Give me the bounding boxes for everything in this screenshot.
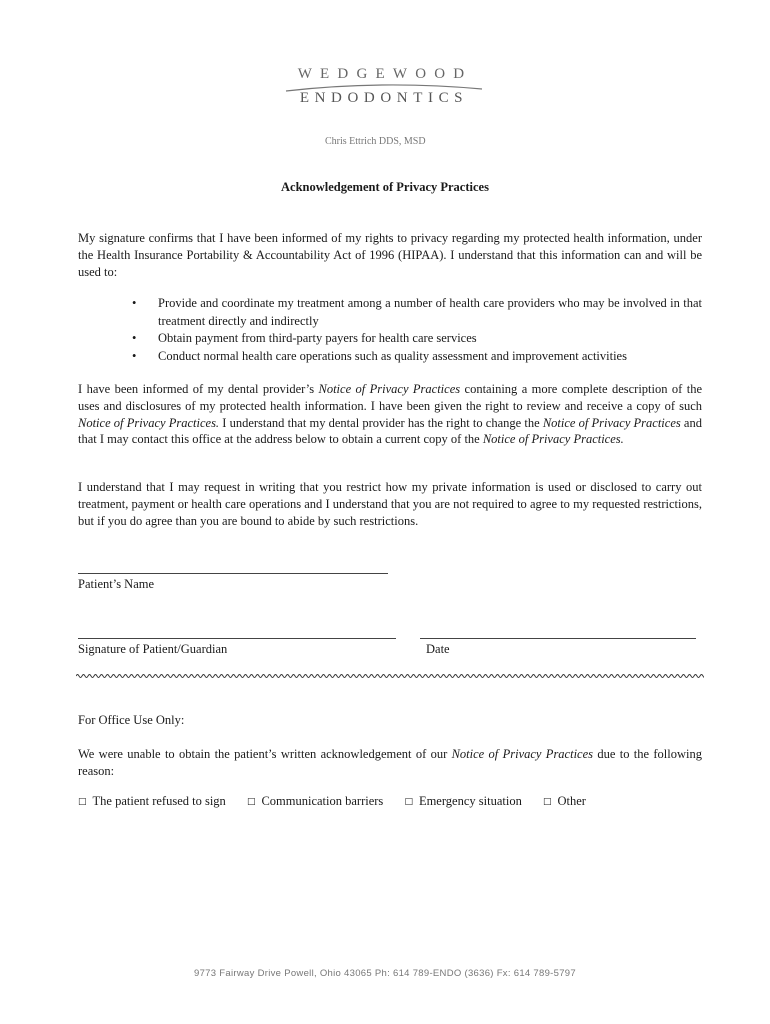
checkbox-icon[interactable]: □ (404, 797, 413, 807)
reason-options (78, 794, 604, 809)
option-communication-barriers[interactable]: □ Communication barriers (246, 794, 384, 808)
checkbox-icon[interactable]: □ (78, 797, 87, 807)
document-title: Acknowledgement of Privacy Practices (281, 180, 489, 194)
intro-paragraph: My signature confirms that I have been informed of my rights to privacy regarding my protected health information, under the Health Insurance Portability & Accountability Act of 1996 (HIPAA). I understand that this information can and will be used to: (78, 231, 702, 279)
list-item: • Obtain payment from third-party payers for health care services (158, 330, 702, 348)
signature-line[interactable] (78, 638, 396, 639)
doctor-name: Chris Ettrich DDS, MSD (325, 136, 426, 147)
office-use-text: We were unable to obtain the patient’s written acknowledgement of our Notice of Privacy Practices due to the following reason: (78, 747, 702, 778)
patient-name-label: Patient’s Name (78, 577, 155, 591)
notice-title: Notice of Privacy Practices. (482, 432, 624, 447)
checkbox-icon[interactable]: □ (246, 797, 256, 807)
wavy-divider (76, 672, 704, 680)
notice-title: Notice of Privacy Practices (542, 415, 681, 430)
notice-title: Notice of Privacy Practices (451, 747, 594, 761)
footer-address: 9773 Fairway Drive Powell, Ohio 43065 Ph: 614 789-ENDO (3636) Fx: 614 789-5797 (194, 968, 576, 979)
logo-wordmark-bottom: ENDODONTICS (299, 90, 469, 106)
patient-name-line[interactable] (78, 573, 388, 574)
usage-list (158, 295, 702, 365)
checkbox-icon[interactable]: □ (542, 797, 552, 807)
restriction-paragraph: I understand that I may request in writing that you restrict how my private information is used or disclosed to carry out treatment, payment or health care operations and I understand that you are not required to agree to my requested restrictions, but if you do agree than you are bound to abide by such restrictions. (78, 480, 702, 528)
option-emergency[interactable]: □ Emergency situation (404, 794, 522, 808)
option-other[interactable]: □ Other (542, 794, 586, 808)
notice-title: Notice of Privacy Practices. (78, 415, 220, 430)
notice-title: Notice of Privacy Practices (318, 382, 461, 396)
list-item: • Conduct normal health care operations such as quality assessment and improvement activities (158, 348, 702, 366)
logo-wordmark-top: WEDGEWOOD (297, 66, 473, 82)
notice-paragraph: I have been informed of my dental provider’s Notice of Privacy Practices containing a more complete description of the uses and disclosures of my protected health information. I have been given the right to review and receive a copy of such Notice of Privacy Practices. I understand that my dental provider has the right to change the Notice of Privacy Practices and that I may contact this office at the address below to obtain a current copy of the Notice of Privacy Practices. (78, 382, 702, 447)
date-line[interactable] (420, 638, 696, 639)
signature-label: Signature of Patient/Guardian (78, 642, 228, 656)
date-label: Date (426, 642, 450, 656)
office-use-heading: For Office Use Only: (78, 713, 185, 727)
list-item: • Provide and coordinate my treatment among a number of health care providers who may be involved in that treatment directly and indirectly (158, 295, 702, 330)
option-refused[interactable]: □ The patient refused to sign (78, 794, 226, 808)
